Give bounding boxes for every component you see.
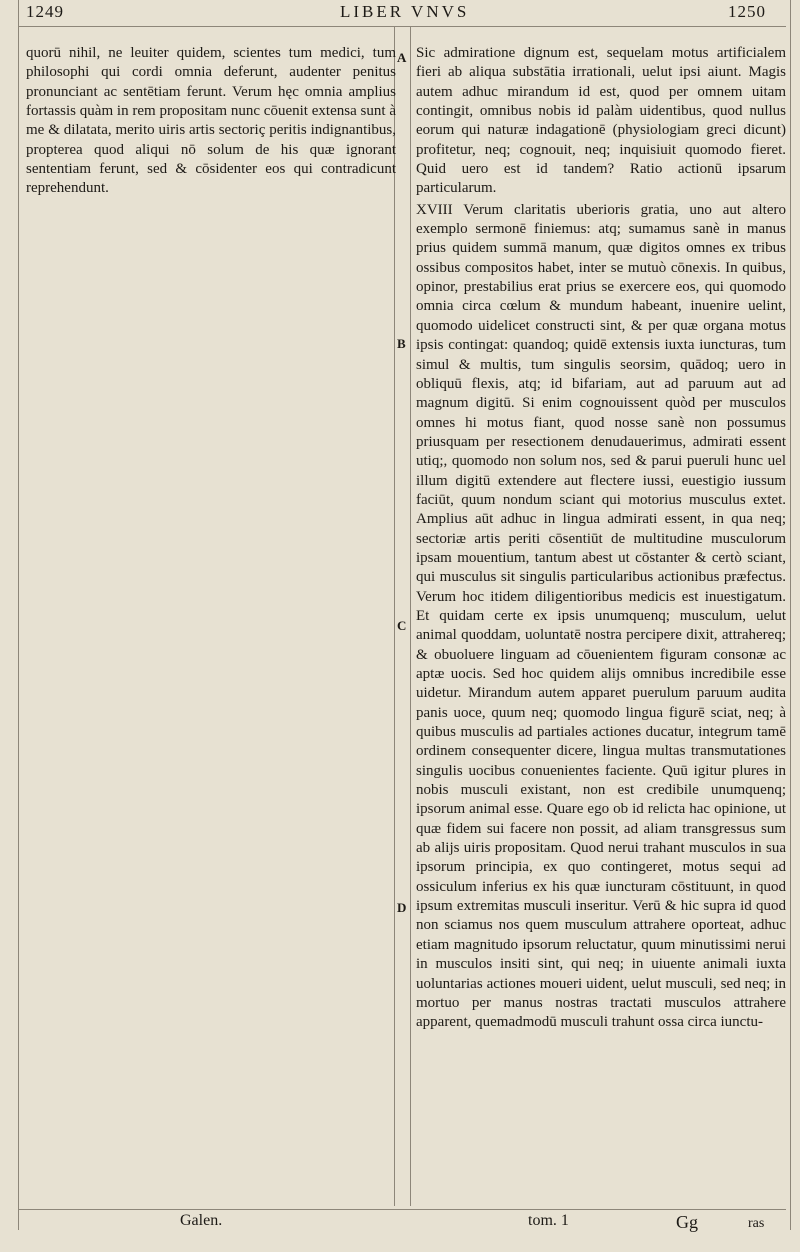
margin-letter-c: C [397, 618, 407, 633]
page-number-right: 1250 [728, 2, 766, 21]
right-text-column [416, 44, 786, 1209]
header-rule [18, 26, 786, 27]
page-number-left: 1249 [26, 2, 64, 21]
margin-letter-d: D [397, 900, 407, 915]
right-paragraph-2: XVIII Verum claritatis uberioris gratia, uno aut altero exemplo sermonē finiemus: atq; sumamus sanè in manus prius quidem summā manum, quæ digitos omnes ex tribus ossibus compositos habet, inter se mutuò cōnexis. In quibus, opinor, prestabilius erat prius se exercere eos, qui quomodo omnia circa cœlum & mundum habeant, inuenire uelint, quomodo uidelicet constructi sint, & per quæ organa motus ipsis contingat: quandoq; quidē extensis iuxta iuncturas, tum simul & multis, tum singulis seorsim, quādoq; uero in obliquū flexis, atq; id bifariam, aut ad paruum aut ad magnum digitū. Si enim cognouissent quòd per musculos omnes hi motus fiant, quod nosse sanè non possumus priusquam per resectionem denudauerimus, admirati essent utiq;, quomodo non solum nos, sed & parui pueruli hunc uel illum digitū extendere aut flectere iussi, euestigio iussum faciūt, quum nondum sciant qui motorius musculus extet. Amplius aūt adhuc in lingua admirati essent, in qua neq; sectoriæ artis periti cōsentiūt de multitudine musculorum ipsam mouentium, tantum abest ut cōstanter & certò sciant, qui musculus sit singulis particularibus actionibus præfectus. Verum hoc itidem diligentioribus medicis est inuestigatum. Et quidam certe ex ipsis unumquenq; musculum, uelut animal quoddam, uoluntatē nostra percipere dixit, attrahereq; & obuoluere linguam ad cōuenientem figuram consonæ ac aptæ uocis. Sed hoc quidem alijs omnibus incredibile esse uidetur. Mirandum autem apparet puerulum paruum audita panis uoce, quum neq; quomodo lingua figurē sciat, neq; à quibus musculis ad partiales actiones ducatur, integrum tamē ordinem consequenter dicere, lingua multas transmutationes singulis uocibus conuenientes faciente. Quū igitur plures in nobis musculi existant, non est credibile unumquenq; ipsorum animal esse. Quare ego ob id relicta hac opinione, ut quæ fidem sui facere non possit, ad aliam transgressus sum ab alijs uiris propositam. Quod nerui trahant musculos in sua ipsorum principia, ex quo contingeret, motus sequi ad ossiculum inferius ex his quæ iuncturam cōstituunt, in quod ipsum extremitas musculi inseritur. Verū & hic supra id quod non sciamus nos quem musculum attrahere oporteat, adhuc etiam magnitudo ipsorum reluctatur, quum minutissimi nerui in musculos insiti sint, qui neq; in uiuente animali iuxta uoluntarias actiones moueri uident, uelut musculi, sed neq; in mortuo per manus nostras tractati musculos attrahere apparent, quemadmodū musculi trahunt ossa circa iunctu- [416, 201, 786, 1031]
right-paragraph-1: Sic admiratione dignum est, sequelam motus artificialem fieri ab aliqua substātia irrationali, uelut ipsi aiunt. Magis autem adhuc mirandum id est, quod per omnem uitam contingit, omnibus nobis id palàm uidentibus, quod nullus eorum qui naturæ indagationē (physiologiam greci dicunt) profitetur, neq; cognouit, neq; inquisiuit quomodo fieret. Quid uero est id tandem? Ratio actionū ipsarum particularum. [416, 45, 786, 197]
footer-rule [18, 1209, 786, 1210]
volume-mark: tom. 1 [528, 1212, 569, 1229]
center-right-rule [410, 26, 411, 1206]
running-title: LIBER VNVS [340, 2, 470, 21]
right-border-rule [790, 0, 791, 1230]
left-text-column [26, 44, 396, 1209]
left-paragraph-1: quorū nihil, ne leuiter quidem, scientes tum medici, tum philosophi qui cordi omnia deferunt, audenter penitus pronunciant ac sentētiam ferunt. Verum hęc omnia amplius fortassis quàm in rem propositam nunc cōuenit extensa sunt à me & dilatata, merito uiris artis sectoriç peritis indignantibus, propterea quod aliqui nō solum de his quæ ignorant sententiam ferunt, sed & cōsidenter eos qui contradicunt reprehendunt. [26, 45, 396, 197]
left-border-rule [18, 0, 19, 1230]
catchword: ras [748, 1216, 765, 1231]
gathering-mark: Gg [676, 1212, 698, 1232]
margin-letter-b: B [397, 336, 406, 351]
margin-letter-a: A [397, 50, 407, 65]
signature-mark: Galen. [180, 1212, 223, 1229]
